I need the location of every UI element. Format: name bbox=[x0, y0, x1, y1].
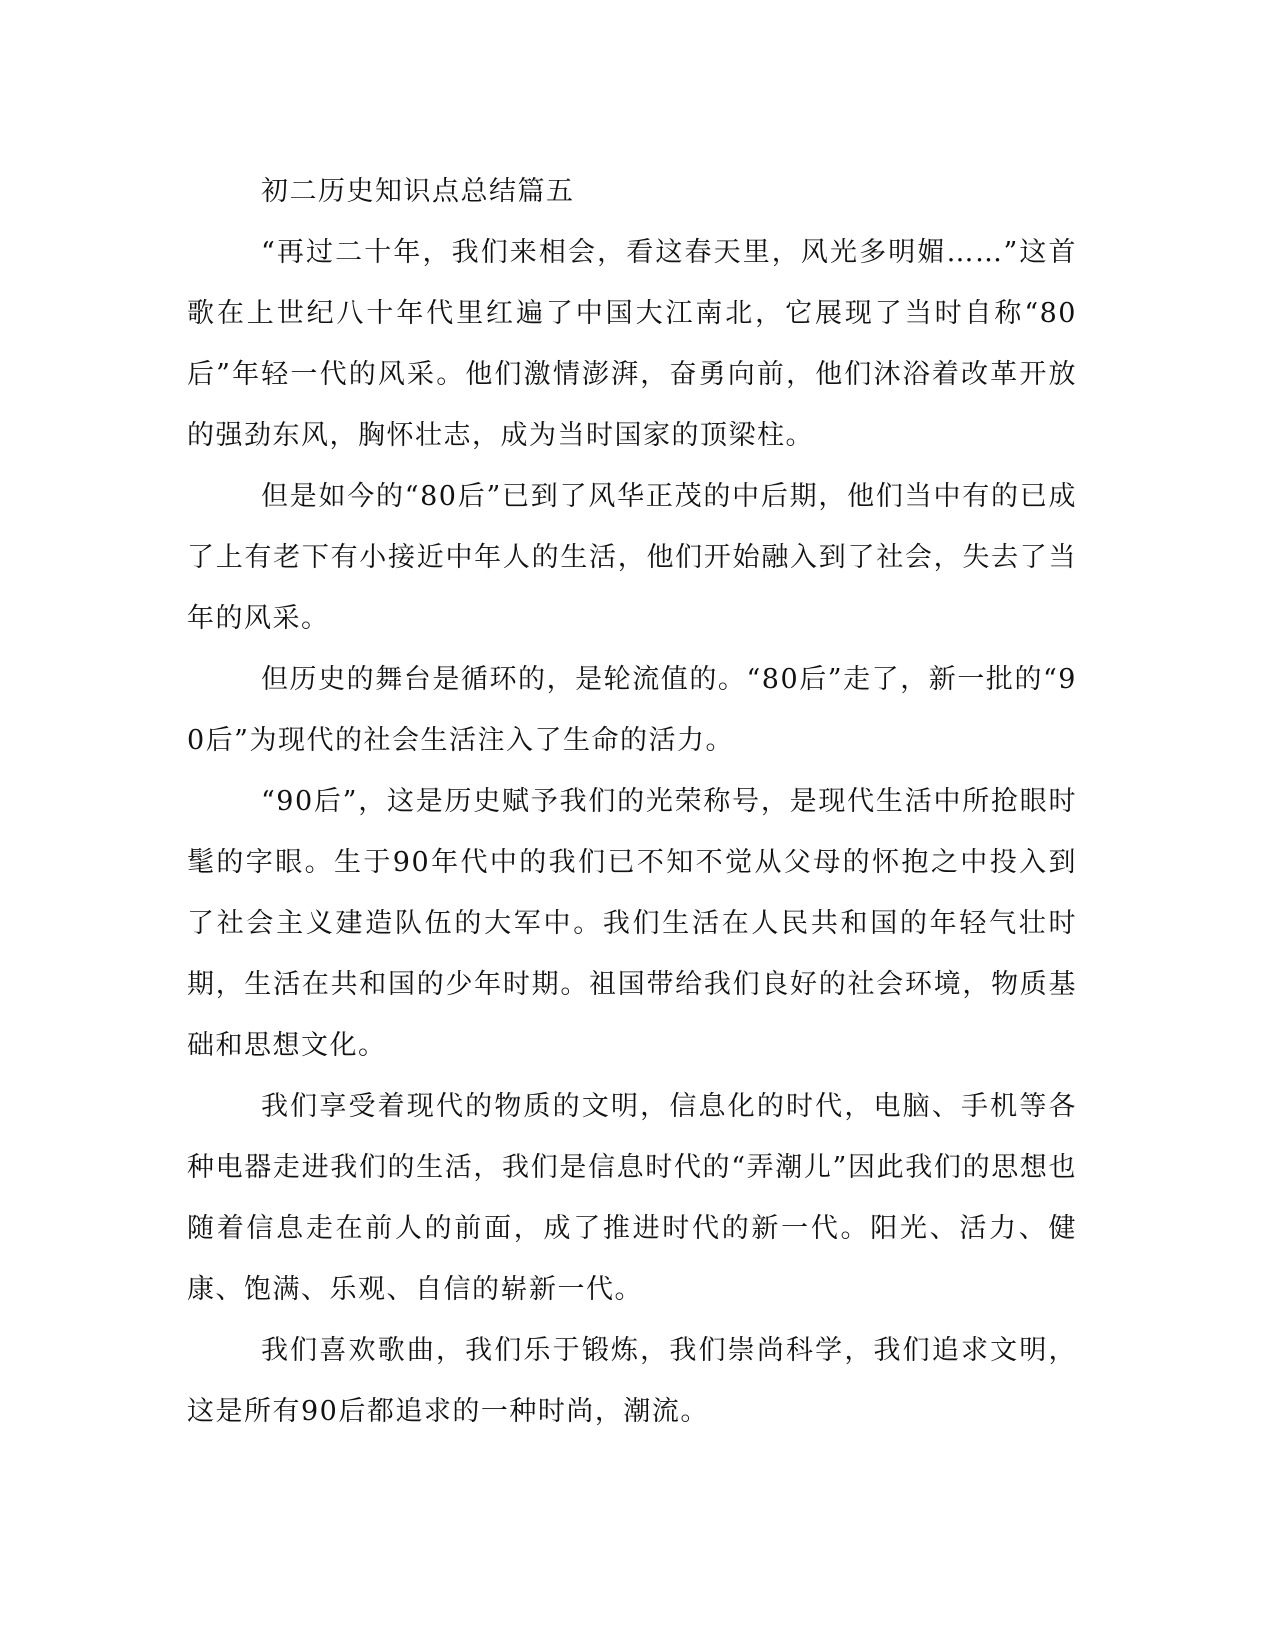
paragraph-2: 但是如今的“80后”已到了风华正茂的中后期，他们当中有的已成了上有老下有小接近中年人的生活，他们开始融入到了社会，失去了当年的风采。 bbox=[187, 481, 1077, 634]
document-title: 初二历史知识点总结篇五 bbox=[261, 176, 575, 207]
paragraph-5: 我们享受着现代的物质的文明，信息化的时代，电脑、手机等各种电器走进我们的生活，我们是信息时代的“弄潮儿”因此我们的思想也随着信息走在前人的前面，成了推进时代的新一代。阳光、活力、健康、饱满、乐观、自信的崭新一代。 bbox=[187, 1091, 1077, 1305]
paragraph-1: “再过二十年，我们来相会，看这春天里，风光多明媚……”这首歌在上世纪八十年代里红遍了中国大江南北，它展现了当时自称“80后”年轻一代的风采。他们激情澎湃，奋勇向前，他们沐浴着改革开放的强劲东风，胸怀壮志，成为当时国家的顶梁柱。 bbox=[187, 237, 1077, 451]
paragraph-6: 我们喜欢歌曲，我们乐于锻炼，我们崇尚科学，我们追求文明，这是所有90后都追求的一种时尚，潮流。 bbox=[187, 1335, 1077, 1427]
paragraph-3: 但历史的舞台是循环的，是轮流值的。“80后”走了，新一批的“90后”为现代的社会生活注入了生命的活力。 bbox=[187, 664, 1077, 756]
document-body bbox=[187, 161, 1077, 1442]
paragraph-4: “90后”，这是历史赋予我们的光荣称号，是现代生活中所抢眼时髦的字眼。生于90年代中的我们已不知不觉从父母的怀抱之中投入到了社会主义建造队伍的大军中。我们生活在人民共和国的年轻气壮时期，生活在共和国的少年时期。祖国带给我们良好的社会环境，物质基础和思想文化。 bbox=[187, 786, 1077, 1061]
